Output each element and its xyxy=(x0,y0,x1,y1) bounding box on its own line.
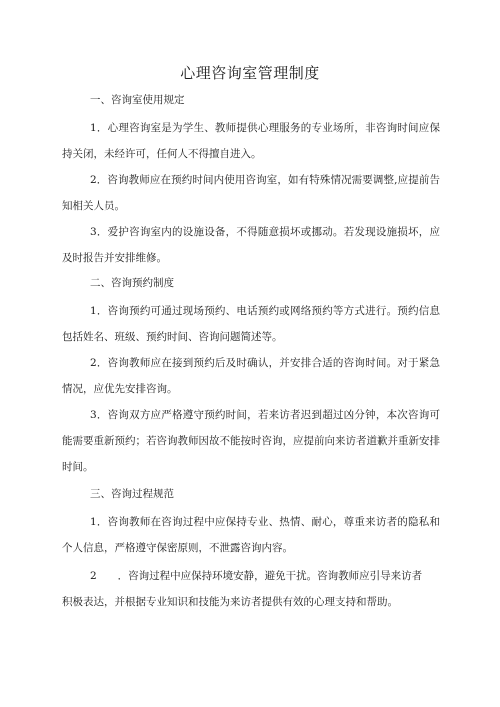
section-heading-appointment-rules: 二、咨询预约制度 xyxy=(90,277,174,289)
paragraph-appointment-3: 3．咨询双方应严格遵守预约时间，若来访者迟到超过凶分钟，本次咨询可能需要重新预约；若咨询教师因故不能按时咨询，应提前向来访者道歉并重新安排时间。 xyxy=(62,409,440,473)
paragraph-process-2-line-1: 2 ．咨询过程中应保持环境安静，避免干扰。咨询教师应引导来访者 xyxy=(90,570,423,582)
paragraph-process-1: 1．咨询教师在咨询过程中应保持专业、热情、耐心，尊重来访者的隐私和个人信息，严格遵守保密原则，不泄露咨询内容。 xyxy=(62,516,440,554)
paragraph-appointment-2: 2．咨询教师应在接到预约后及时确认，并安排合适的咨询时间。对于紧急情况，应优先安排咨询。 xyxy=(62,357,440,395)
document-title: 心理咨询室管理制度 xyxy=(180,64,320,82)
paragraph-usage-2: 2．咨询教师应在预约时间内使用咨询室，如有特殊情况需要调整,应提前告知相关人员。 xyxy=(62,174,440,212)
paragraph-usage-1: 1．心理咨询室是为学生、教师提供心理服务的专业场所，非咨询时间应保持关闭，未经许可，任何人不得擅自进入。 xyxy=(62,122,440,160)
paragraph-process-2-line-2: 积极表达，并根据专业知识和技能为来访者提供有效的心理支持和帮助。 xyxy=(62,596,398,608)
paragraph-appointment-1: 1．咨询预约可通过现场预约、电话预约或网络预约等方式进行。预约信息包括姓名、班级、预约时间、咨询问题简述等。 xyxy=(62,305,440,343)
section-heading-usage-rules: 一、咨询室使用规定 xyxy=(90,94,185,106)
section-heading-process-rules: 三、咨询过程规范 xyxy=(90,488,174,500)
paragraph-usage-3: 3．爱护咨询室内的设施设备，不得随意损坏或挪动。若发现设施损坏，应及时报告并安排维修。 xyxy=(62,226,440,264)
